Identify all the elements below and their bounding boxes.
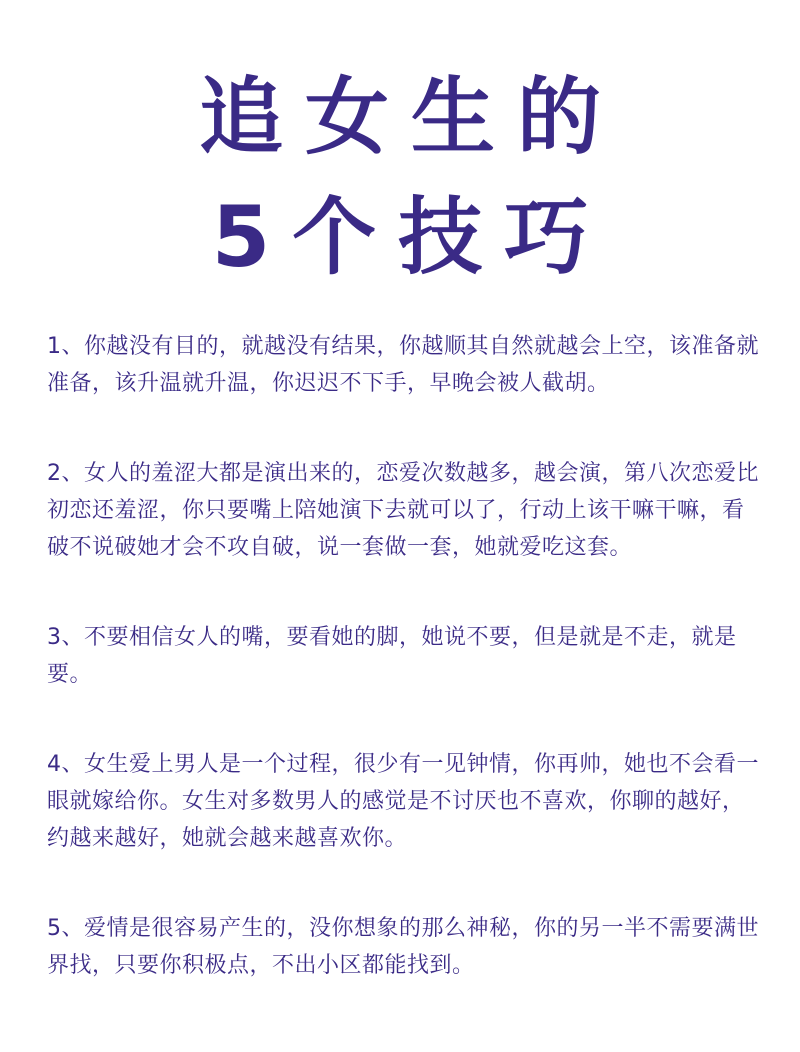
- tip-item-4: 4、女生爱上男人是一个过程，很少有一见钟情，你再帅，她也不会看一眼就嫁给你。女生对多数男人的感觉是不讨厌也不喜欢，你聊的越好，约越来越好，她就会越来越喜欢你。: [47, 752, 759, 851]
- tip-item-5: 5、爱情是很容易产生的，没你想象的那么神秘，你的另一半不需要满世界找，只要你积极点，不出小区都能找到。: [47, 916, 759, 978]
- title-line-2: 5个技巧: [211, 188, 611, 286]
- tips-list: [47, 328, 762, 1037]
- tip-item-1: 1、你越没有目的，就越没有结果，你越顺其自然就越会上空，该准备就准备，该升温就升温，你迟迟不下手，早晚会被人截胡。: [47, 334, 759, 396]
- tip-item-3: 3、不要相信女人的嘴，要看她的脚，她说不要，但是就是不走，就是要。: [47, 625, 737, 687]
- title-line-1: 追女生的: [198, 68, 623, 166]
- tip-item-2: 2、女人的羞涩大都是演出来的，恋爱次数越多，越会演，第八次恋爱比初恋还羞涩，你只要嘴上陪她演下去就可以了，行动上该干嘛干嘛，看破不说破她才会不攻自破，说一套做一套，她就爱吃这套。: [47, 461, 759, 560]
- page-title: [0, 62, 800, 292]
